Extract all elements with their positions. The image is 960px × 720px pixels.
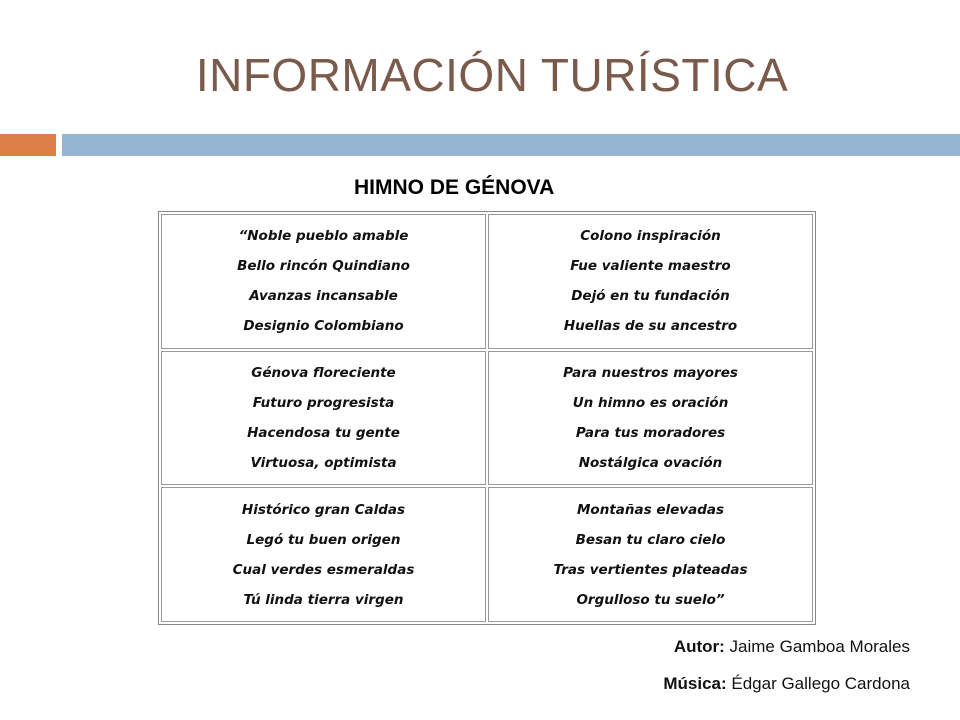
author-label: Autor: xyxy=(673,637,725,656)
anthem-title: HIMNO DE GÉNOVA xyxy=(354,176,555,199)
verse-line: “Noble pueblo amable xyxy=(238,228,409,245)
verse-line: Bello rincón Quindiano xyxy=(237,258,410,275)
stanza-cell xyxy=(488,351,813,486)
author-credit xyxy=(674,637,910,657)
verse-line: Montañas elevadas xyxy=(577,501,724,518)
verse-line: Legó tu buen origen xyxy=(246,531,401,548)
verse-line: Tras vertientes plateadas xyxy=(553,561,748,578)
verse-line: Avanzas incansable xyxy=(249,288,398,305)
verse-line: Génova floreciente xyxy=(251,364,396,381)
stanza-cell xyxy=(161,214,486,349)
verse-line: Designio Colombiano xyxy=(243,318,404,335)
verse-line: Hacendosa tu gente xyxy=(247,424,400,441)
verse-line: Futuro progresista xyxy=(252,394,395,411)
music-composer-name: Édgar Gallego Cardona xyxy=(731,674,910,693)
stanza-cell xyxy=(161,487,486,622)
verse-line: Para nuestros mayores xyxy=(563,364,738,381)
slide-title: INFORMACIÓN TURÍSTICA xyxy=(195,49,789,101)
verse-line: Besan tu claro cielo xyxy=(575,531,726,548)
music-label: Música: xyxy=(663,674,727,693)
verse-line: Virtuosa, optimista xyxy=(250,454,397,471)
verse-line: Un himno es oración xyxy=(572,394,729,411)
verse-line: Huellas de su ancestro xyxy=(563,318,738,335)
verse-line: Tú linda tierra virgen xyxy=(243,591,404,608)
verse-line: Fue valiente maestro xyxy=(570,258,731,275)
verse-line: Cual verdes esmeraldas xyxy=(232,561,415,578)
verse-line: Histórico gran Caldas xyxy=(241,501,406,518)
author-name: Jaime Gamboa Morales xyxy=(729,637,910,656)
verse-line: Orgulloso tu suelo” xyxy=(576,591,725,608)
verse-line: Colono inspiración xyxy=(580,228,721,245)
verse-line: Nostálgica ovación xyxy=(578,454,723,471)
stanza-cell xyxy=(488,214,813,349)
accent-bar-orange xyxy=(0,134,56,156)
stanza-cell xyxy=(488,487,813,622)
verse-line: Para tus moradores xyxy=(575,424,726,441)
accent-bar-blue xyxy=(62,134,960,156)
music-credit xyxy=(663,674,910,694)
verse-line: Dejó en tu fundación xyxy=(571,288,730,305)
stanza-cell xyxy=(161,351,486,486)
anthem-lyrics-table xyxy=(158,211,816,625)
